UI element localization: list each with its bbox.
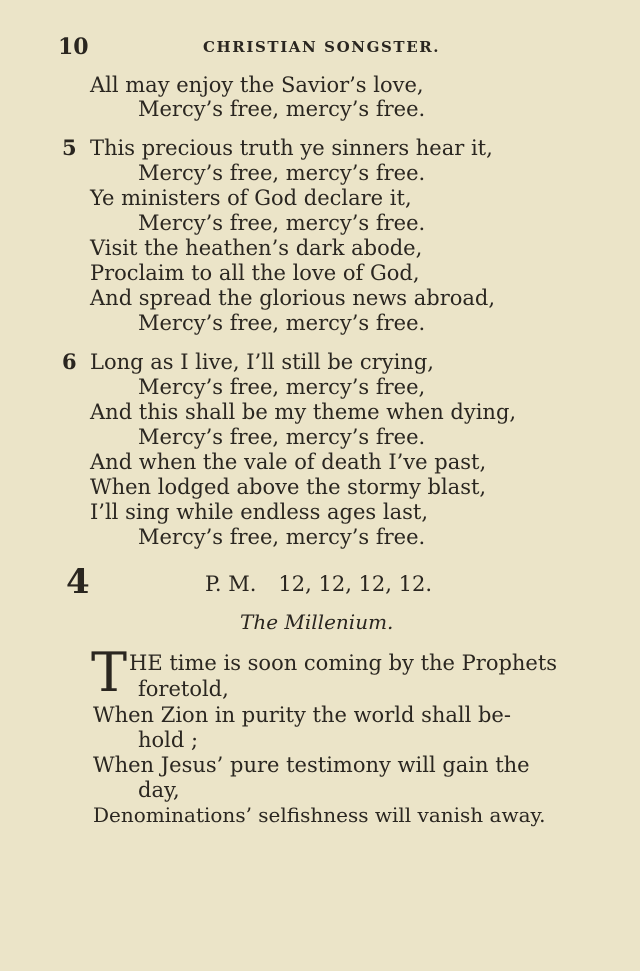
running-title: CHRISTIAN SONGSTER. bbox=[203, 38, 441, 56]
verse-line: Visit the heathen’s dark abode, bbox=[90, 236, 423, 260]
verse-line: And spread the glorious news abroad, bbox=[90, 286, 496, 310]
drop-cap: T bbox=[91, 641, 128, 704]
verse-refrain: Mercy’s free, mercy’s free. bbox=[138, 211, 426, 235]
hymn-line: foretold, bbox=[138, 677, 229, 701]
verse-line: And when the vale of death I’ve past, bbox=[90, 450, 487, 474]
hymn-number: 4 bbox=[66, 562, 90, 602]
hymn-line: When Zion in purity the world shall be- bbox=[93, 703, 511, 727]
verse-number: 6 bbox=[62, 349, 77, 374]
page-number: 10 bbox=[58, 34, 89, 60]
hymn-meter bbox=[205, 572, 432, 596]
verse-line: And this shall be my theme when dying, bbox=[90, 400, 517, 424]
page-header bbox=[58, 34, 488, 60]
verse-refrain: Mercy’s free, mercy’s free. bbox=[138, 161, 426, 185]
hymn-title: The Millenium. bbox=[240, 610, 394, 634]
verse-refrain: Mercy’s free, mercy’s free. bbox=[138, 311, 426, 335]
hymn-line: hold ; bbox=[138, 728, 199, 752]
hymn-line: Denominations’ selfishness will vanish away. bbox=[93, 803, 546, 827]
verse-line: Proclaim to all the love of God, bbox=[90, 261, 420, 285]
verse-refrain: Mercy’s free, mercy’s free. bbox=[138, 525, 426, 549]
verse-refrain: Mercy’s free, mercy’s free. bbox=[138, 97, 426, 121]
hymn-first-line: HE time is soon coming by the Prophets bbox=[129, 651, 558, 675]
verse-line: This precious truth ye sinners hear it, bbox=[90, 136, 493, 160]
verse-line: Ye ministers of God declare it, bbox=[90, 186, 412, 210]
hymn-line: day, bbox=[138, 778, 180, 802]
verse-number: 5 bbox=[62, 135, 77, 160]
hymn-line: When Jesus’ pure testimony will gain the bbox=[93, 753, 530, 777]
verse-line: All may enjoy the Savior’s love, bbox=[90, 73, 424, 97]
meter-label: P. M. bbox=[205, 572, 257, 596]
verse-line: Long as I live, I’ll still be crying, bbox=[90, 350, 434, 374]
verse-line: When lodged above the stormy blast, bbox=[90, 475, 487, 499]
verse-refrain: Mercy’s free, mercy’s free. bbox=[138, 425, 426, 449]
verse-refrain: Mercy’s free, mercy’s free, bbox=[138, 375, 426, 399]
meter-numbers: 12, 12, 12, 12. bbox=[278, 572, 433, 596]
verse-line: I’ll sing while endless ages last, bbox=[90, 500, 428, 524]
